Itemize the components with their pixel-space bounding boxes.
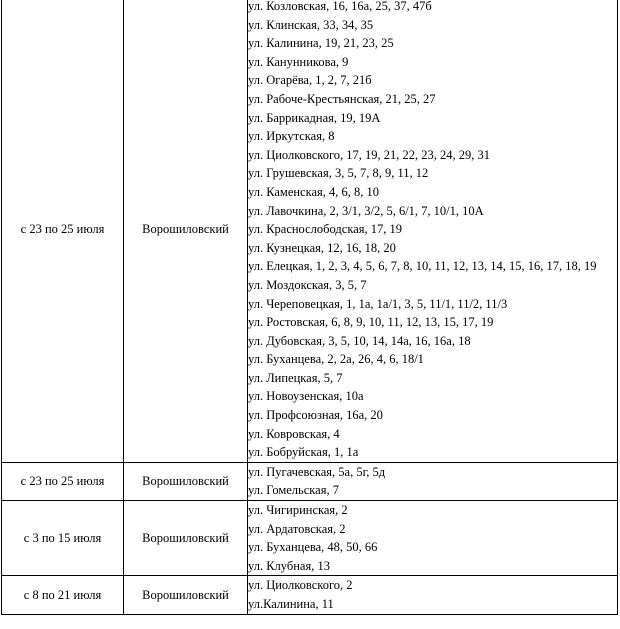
- street-entry: ул. Гомельская, 7: [248, 483, 339, 498]
- district-cell: Ворошиловский: [124, 462, 248, 500]
- street-entry: ул. Ардатовская, 2: [248, 521, 346, 536]
- street-entry: ул. Лавочкина, 2, 3/1, 3/2, 5, 6/1, 7, 10/1, 10А: [248, 203, 484, 218]
- date-cell: с 23 по 25 июля: [2, 0, 124, 462]
- date-cell: с 23 по 25 июля: [2, 462, 124, 500]
- street-entry: ул. Пугачевская, 5а, 5г, 5д: [248, 464, 386, 479]
- streets-cell: [248, 0, 618, 462]
- schedule-table-body: [2, 0, 618, 614]
- street-entry: ул. Чигиринская, 2: [248, 503, 348, 518]
- street-entry: ул. Грушевская, 3, 5, 7, 8, 9, 11, 12: [248, 166, 429, 181]
- street-entry: ул. Каменская, 4, 6, 8, 10: [248, 184, 380, 199]
- schedule-row: [2, 576, 618, 614]
- date-cell: с 8 по 21 июля: [2, 576, 124, 614]
- street-entry: ул. Моздокская, 3, 5, 7: [248, 277, 367, 292]
- date-cell: с 3 по 15 июля: [2, 501, 124, 576]
- street-entry: ул. Кузнецкая, 12, 16, 18, 20: [248, 240, 396, 255]
- street-entry: ул. Калинина, 19, 21, 23, 25: [248, 36, 394, 51]
- street-entry: ул. Козловская, 16, 16а, 25, 37, 47б: [248, 0, 432, 13]
- street-entry: ул. Новоузенская, 10а: [248, 389, 364, 404]
- street-entry: ул. Бобруйская, 1, 1а: [248, 445, 359, 460]
- street-entry: ул. Ковровская, 4: [248, 426, 340, 441]
- street-entry: ул. Ростовская, 6, 8, 9, 10, 11, 12, 13, 15, 17, 19: [248, 315, 494, 330]
- outage-schedule-table: [1, 0, 618, 615]
- street-entry: ул. Липецкая, 5, 7: [248, 370, 343, 385]
- street-entry: ул. Череповецкая, 1, 1а, 1а/1, 3, 5, 11/1, 11/2, 11/3: [248, 296, 508, 311]
- street-entry: ул.Калинина, 11: [248, 597, 334, 611]
- street-entry: ул. Огарёва, 1, 2, 7, 21б: [248, 73, 372, 88]
- street-entry: ул. Циолковского, 17, 19, 21, 22, 23, 24, 29, 31: [248, 147, 491, 162]
- schedule-row: [2, 501, 618, 576]
- street-entry: ул. Клубная, 13: [248, 558, 330, 573]
- schedule-row: [2, 462, 618, 500]
- street-entry: ул. Профсоюзная, 16а, 20: [248, 408, 383, 423]
- district-cell: Ворошиловский: [124, 576, 248, 614]
- street-entry: ул. Рабоче-Крестьянская, 21, 25, 27: [248, 91, 436, 106]
- street-entry: ул. Клинская, 33, 34, 35: [248, 17, 374, 32]
- street-entry: ул. Циолковского, 2: [248, 578, 353, 593]
- streets-cell: [248, 576, 618, 614]
- street-entry: ул. Канунникова, 9: [248, 54, 349, 69]
- schedule-row: [2, 0, 618, 462]
- street-entry: ул. Буханцева, 2, 2а, 26, 4, 6, 18/1: [248, 352, 424, 367]
- street-entry: ул. Баррикадная, 19, 19А: [248, 110, 381, 125]
- street-entry: ул. Иркутская, 8: [248, 129, 335, 144]
- district-cell: Ворошиловский: [124, 0, 248, 462]
- streets-cell: [248, 501, 618, 576]
- street-entry: ул. Дубовская, 3, 5, 10, 14, 14а, 16, 16а, 18: [248, 333, 471, 348]
- street-entry: ул. Елецкая, 1, 2, 3, 4, 5, 6, 7, 8, 10, 11, 12, 13, 14, 15, 16, 17, 18, 19: [248, 259, 597, 274]
- street-entry: ул. Краснослободская, 17, 19: [248, 222, 402, 237]
- district-cell: Ворошиловский: [124, 501, 248, 576]
- streets-cell: [248, 462, 618, 500]
- street-entry: ул. Буханцева, 48, 50, 66: [248, 540, 378, 555]
